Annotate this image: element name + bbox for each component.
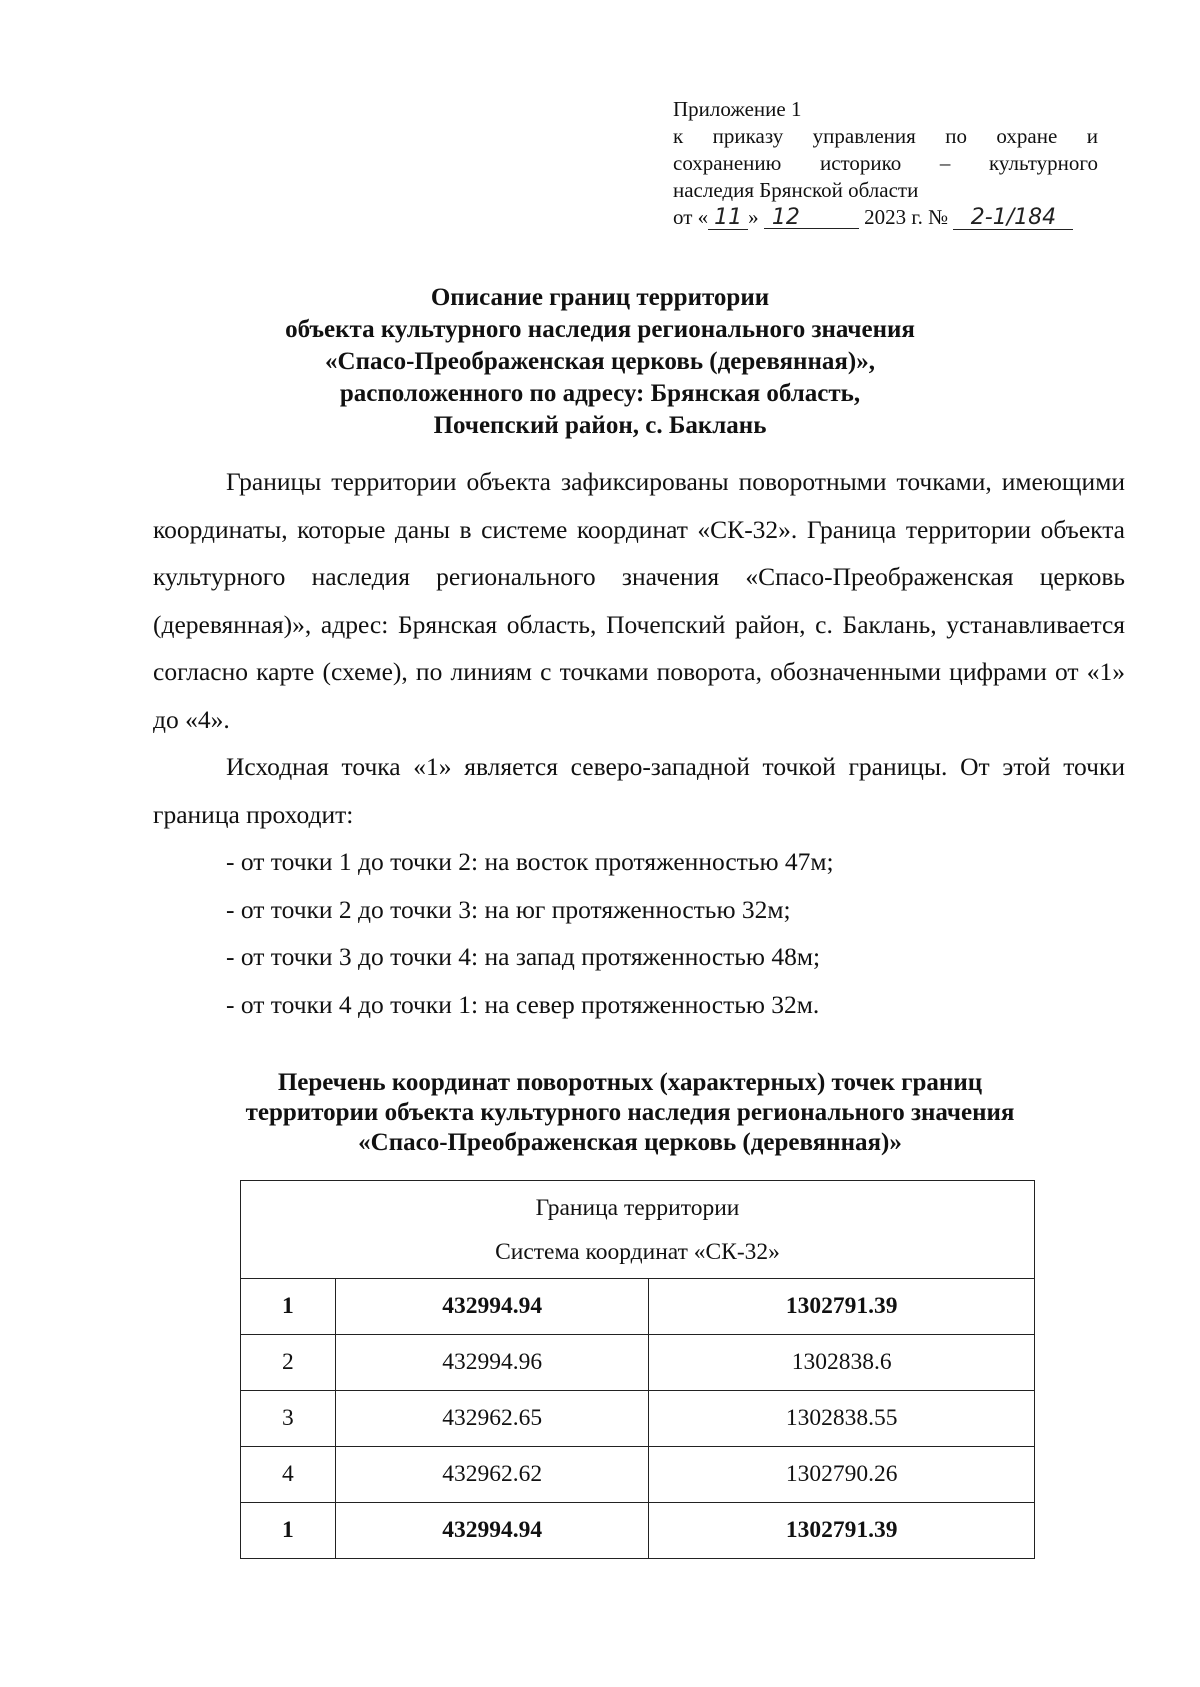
coord-y: 1302838.6 (649, 1335, 1035, 1391)
coord-x: 432994.96 (335, 1335, 649, 1391)
order-prefix: от « (673, 205, 709, 229)
appendix-region: наследия Брянской области (673, 178, 919, 202)
appendix-block (673, 96, 1098, 231)
table-header-row (241, 1181, 1035, 1279)
coord-y: 1302791.39 (649, 1279, 1035, 1335)
point-number: 4 (241, 1447, 336, 1503)
coord-x: 432962.62 (335, 1447, 649, 1503)
order-date-line (673, 204, 1098, 231)
document-body (153, 458, 1125, 1028)
table-header-title: Граница территории (535, 1194, 740, 1221)
table-header-system: Система координат «СК-32» (495, 1238, 780, 1265)
title-line-4: расположенного по адресу: Брянская область, (339, 380, 861, 407)
coord-x: 432962.65 (335, 1391, 649, 1447)
order-mid: » (748, 205, 759, 229)
paragraph-start-point: Исходная точка «1» является северо-западной точкой границы. От этой точки граница проходит: (153, 752, 1125, 829)
list-item: - от точки 2 до точки 3: на юг протяженностью 32м; (226, 894, 791, 924)
order-month: 12 (764, 207, 859, 229)
table-caption-line-2: территории объекта культурного наследия регионального значения (245, 1099, 1015, 1126)
coordinates-table (240, 1180, 1035, 1559)
order-day: 11 (708, 207, 748, 230)
coord-y: 1302791.39 (649, 1503, 1035, 1559)
order-year: 2023 г. № (864, 205, 949, 229)
table-caption-line-3: «Спасо-Преображенская церковь (деревянная)» (358, 1129, 902, 1156)
coord-y: 1302790.26 (649, 1447, 1035, 1503)
appendix-department: сохранению историко – культурного (673, 151, 1098, 175)
document-title (150, 282, 1050, 442)
point-number: 2 (241, 1335, 336, 1391)
appendix-order-ref: к приказу управления по охране и (673, 124, 1098, 148)
point-number: 1 (241, 1503, 336, 1559)
order-number: 2-1/184 (953, 207, 1073, 230)
list-item: - от точки 3 до точки 4: на запад протяженностью 48м; (226, 942, 821, 971)
table-row (241, 1279, 1035, 1335)
title-line-1: Описание границ территории (430, 284, 770, 311)
table-caption-line-1: Перечень координат поворотных (характерных) точек границ (277, 1069, 983, 1096)
table-row (241, 1503, 1035, 1559)
table-header-cell (241, 1181, 1035, 1279)
point-number: 3 (241, 1391, 336, 1447)
appendix-label: Приложение 1 (673, 97, 802, 121)
table-row (241, 1391, 1035, 1447)
title-line-2: объекта культурного наследия регионального значения (285, 316, 915, 343)
list-item: - от точки 4 до точки 1: на север протяженностью 32м. (226, 989, 820, 1019)
coord-x: 432994.94 (335, 1503, 649, 1559)
point-number: 1 (241, 1279, 336, 1335)
table-caption (150, 1068, 1110, 1158)
table-row (241, 1335, 1035, 1391)
coord-y: 1302838.55 (649, 1391, 1035, 1447)
table-row (241, 1447, 1035, 1503)
coord-x: 432994.94 (335, 1279, 649, 1335)
paragraph-boundaries: Границы территории объекта зафиксированы поворотными точками, имеющими координаты, которые даны в системе координат «СК-32». Граница территории объекта культурного наследия регионального значения «Спасо-Преображенская церковь (деревянная)», адрес: Брянская область, Почепский район, с. Баклань, устанавливается согласно карте (схеме), по линиям с точками поворота, обозначенными цифрами от «1» до «4». (153, 467, 1125, 734)
title-line-3: «Спасо-Преображенская церковь (деревянная)», (325, 348, 875, 375)
list-item: - от точки 1 до точки 2: на восток протяженностью 47м; (226, 847, 834, 876)
title-line-5: Почепский район, с. Баклань (433, 412, 767, 439)
